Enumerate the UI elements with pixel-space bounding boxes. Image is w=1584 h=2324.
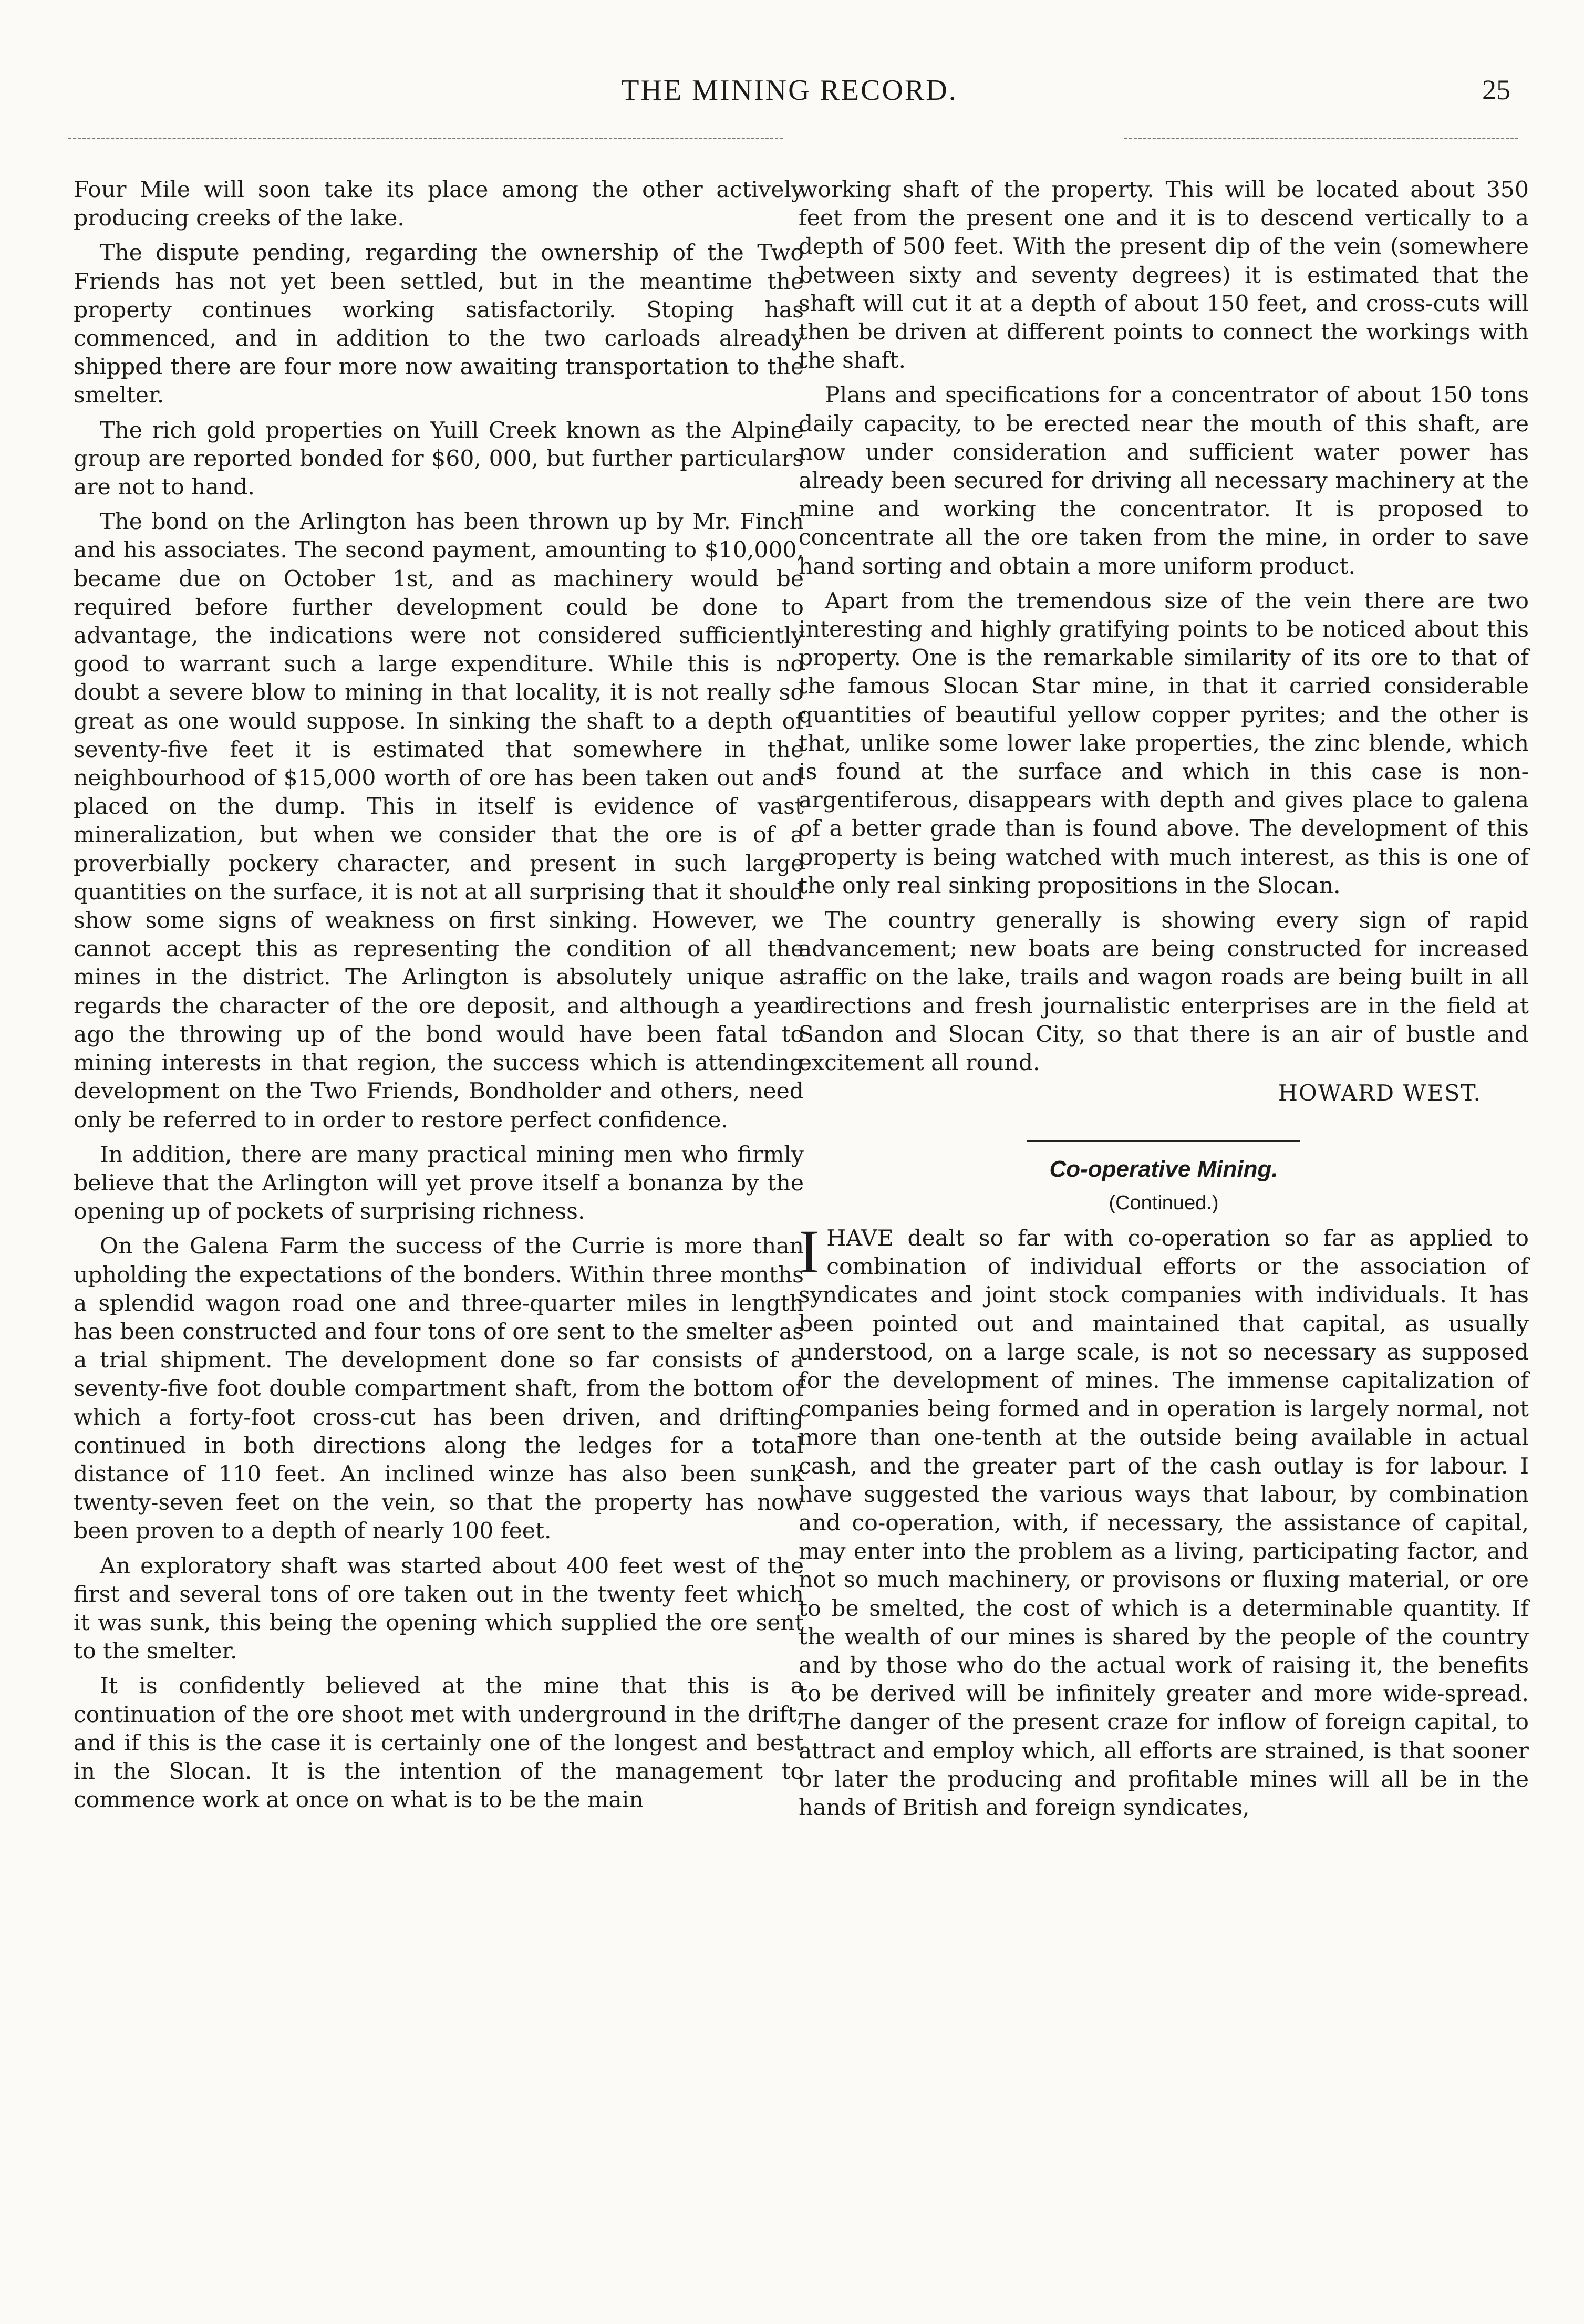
paragraph: The rich gold properties on Yuill Creek known as the Alpine group are reported bonded for $60, 000, but further particulars are not to hand. <box>74 417 804 501</box>
header-rule-right <box>1124 138 1518 139</box>
paragraph: In addition, there are many practical mining men who firmly believe that the Arlington will yet prove itself a bonanza by the opening up of pockets of surprising richness. <box>74 1142 804 1225</box>
running-title: THE MINING RECORD. <box>621 74 958 107</box>
article-title: Co-operative Mining. <box>1049 1156 1278 1182</box>
article-subtitle: (Continued.) <box>1109 1191 1219 1214</box>
paragraph: The dispute pending, regarding the ownership of the Two Friends has not yet been settled, but in the meantime the property continues working satisfactorily. Stoping has commenced, and in addition to the two carloads already shipped there are four more now awaiting transportation to the smelter. <box>74 240 804 409</box>
right-column <box>799 176 1529 2303</box>
paragraph: Plans and specifications for a concentrator of about 150 tons daily capacity, to be erected near the mouth of this shaft, are now under consideration and sufficient water power has already been secured for driving all necessary machinery at the mine and working the concentrator. It is proposed to concentrate all the ore taken from the mine, in order to save hand sorting and obtain a more uniform product. <box>799 382 1529 579</box>
paragraph: Apart from the tremendous size of the vein there are two interesting and highly gratifying points to be noticed about this property. One is the remarkable similarity of its ore to that of the famous Slocan Star mine, in that it carried considerable quantities of beautiful yellow copper pyrites; and the other is that, unlike some lower lake properties, the zinc blende, which is found at the surface and which in this case is non-argentiferous, disappears with depth and gives place to galena of a better grade than is found above. The development of this property is being watched with much interest, as this is one of the only real sinking propositions in the Slocan. <box>799 588 1529 899</box>
paragraph: The bond on the Arlington has been thrown up by Mr. Finch and his associates. The second payment, amounting to $10,000, became due on October 1st, and as machinery would be required before further development could be done to advantage, the indications were not considered sufficiently good to warrant such a large expenditure. While this is no doubt a severe blow to mining in that locality, it is not really so great as one would suppose. In sinking the shaft to a depth of seventy-five feet it is estimated that somewhere in the neighbourhood of $15,000 worth of ore has been taken out and placed on the dump. This in itself is evidence of vast mineralization, but when we consider that the ore is of a proverbially pockery character, and present in such large quantities on the surface, it is not at all surprising that it should show some signs of weakness on first sinking. However, we cannot accept this as representing the condition of all the mines in the district. The Arlington is absolutely unique as regards the character of the ore deposit, and although a year ago the throwing up of the bond would have been fatal to mining interests in that region, the success which is attending development on the Two Friends, Bondholder and others, need only be referred to in order to restore perfect confidence. <box>74 509 804 1133</box>
article-body <box>799 1217 1529 1822</box>
paragraph: working shaft of the property. This will be located about 350 feet from the present one and it is to descend vertically to a depth of 500 feet. With the present dip of the vein (somewhere between sixty and seventy degrees) it is estimated that the shaft will cut it at a depth of about 150 feet, and cross-cuts will then be driven at different points to connect the workings with the shaft. <box>799 177 1529 374</box>
section-divider <box>1027 1140 1300 1142</box>
paragraph: On the Galena Farm the success of the Currie is more than upholding the expectations of the bonders. Within three months a splendid wagon road one and three-quarter miles in length has been constructed and four tons of ore sent to the smelter as a trial shipment. The development done so far consists of a seventy-five foot double compartment shaft, from the bottom of which a forty-foot cross-cut has been driven, and drifting continued in both directions along the ledges for a total distance of 110 feet. An inclined winze has also been sunk twenty-seven feet on the vein, so that the property has now been proven to a depth of nearly 100 feet. <box>74 1233 804 1544</box>
article-text: HAVE dealt so far with co-operation so far as applied to combination of individual efforts or the association of syndicates and joint stock companies with individuals. It has been pointed out and maintained that capital, as usually understood, on a large scale, is not so necessary as supposed for the development of mines. The immense capitalization of companies being formed and in operation is largely normal, not more than one-tenth at the outside being available in actual cash, and the greater part of the cash outlay is for labour. I have suggested the various ways that labour, by combination and co-operation, with, if necessary, the assistance of capital, may enter into the problem as a living, participating factor, and not so much machinery, or provisons or fluxing material, or ore to be smelted, the cost of which is a determinable quantity. If the wealth of our mines is shared by the people of the country and by those who do the actual work of raising it, the benefits to be derived will be infinitely greater and more wide-spread. The danger of the present craze for inflow of foreign capital, to attract and employ which, all efforts are strained, is that sooner or later the producing and profitable mines will all be in the hands of British and foreign syndicates, <box>799 1225 1529 1821</box>
page-header <box>68 74 1510 121</box>
left-column <box>74 176 804 2303</box>
page-number: 25 <box>1482 74 1510 106</box>
author-signature: HOWARD WEST. <box>1278 1081 1482 1107</box>
paragraph: The country generally is showing every sign of rapid advancement; new boats are being constructed for increased traffic on the lake, trails and wagon roads are being built in all directions and fresh journalistic enterprises are in the field at Sandon and Slocan City, so that there is an air of bustle and excitement all round. <box>799 908 1529 1076</box>
paragraph: It is confidently believed at the mine that this is a continuation of the ore shoot met with underground in the drift, and if this is the case it is certainly one of the longest and best in the Slocan. It is the intention of the management to commence work at once on what is to be the main <box>74 1673 804 1813</box>
drop-cap: I <box>799 1217 820 1286</box>
paragraph: An exploratory shaft was started about 400 feet west of the first and several tons of ore taken out in the twenty feet which it was sunk, this being the opening which supplied the ore sent to the smelter. <box>74 1553 804 1665</box>
header-rule-left <box>68 138 783 139</box>
paragraph: Four Mile will soon take its place among the other actively producing creeks of the lake. <box>74 177 804 232</box>
